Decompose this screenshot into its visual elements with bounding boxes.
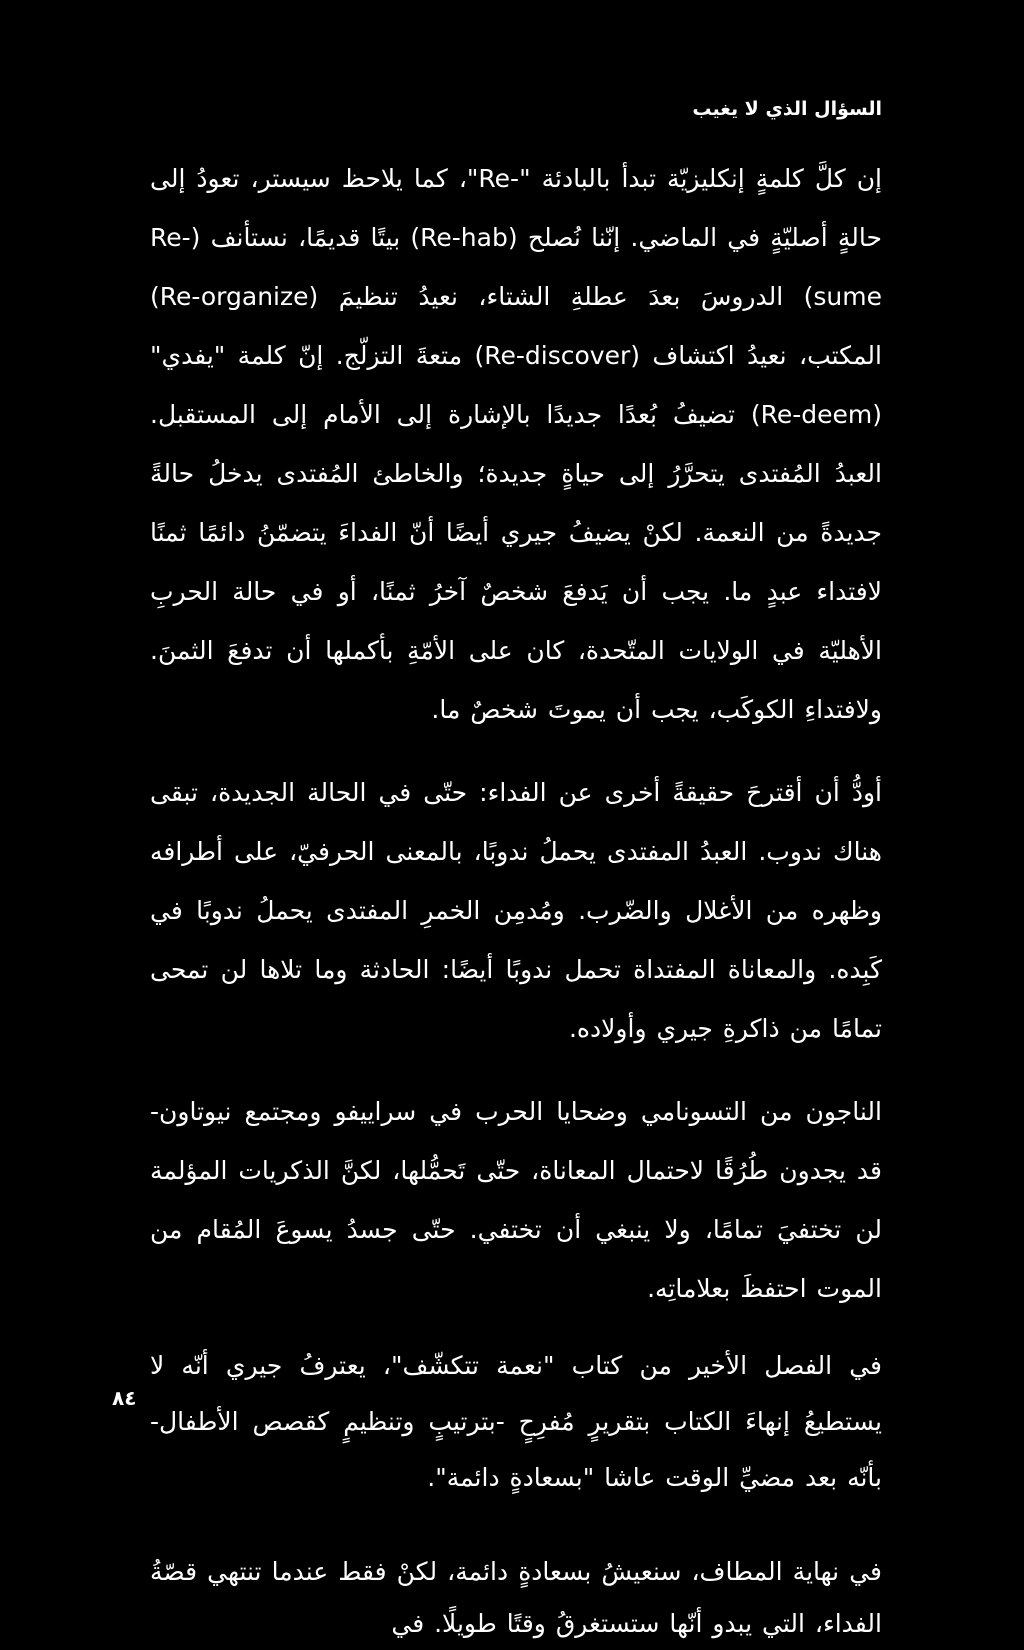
paragraph-3: الناجون من التسونامي وضحايا الحرب في سراييفو ومجتمع نيوتاون- قد يجدون طُرُقًا لاحتمال المعاناة، حتّى تَحمُّلها، لكنَّ الذكريات المؤلمة لن تختفيَ تمامًا، ولا ينبغي أن تختفي. حتّى جسدُ يسوعَ المُقام من الموت احتفظَ بعلاماتِه. xyxy=(150,1096,882,1303)
paragraph-1: إن كلَّ كلمةٍ إنكليزيّة تبدأ بالبادئة "-Re"، كما يلاحظ سيستر، تعودُ إلى حالةٍ أصليّةٍ في الماضي. إنّنا نُصلح (Re-hab) بيتًا قديمًا، نستأنف (Re-sume) الدروسَ بعدَ عطلةِ الشتاء، نعيدُ تنظيمَ (Re-organize) المكتب، نعيدُ اكتشاف (Re-discover) متعةَ التزلّج. إنّ كلمة "يفدي" (Re-deem) تضيفُ بُعدًا جديدًا بالإشارة إلى الأمام إلى المستقبل. العبدُ المُفتدى يتحرَّرُ إلى حياةٍ جديدة؛ والخاطئ المُفتدى يدخلُ حالةً جديدةً من النعمة. لكنْ يضيفُ جيري أيضًا أنّ الفداءَ يتضمّنُ دائمًا ثمنًا لافتداء عبدٍ ما. يجب أن يَدفعَ شخصٌ آخرُ ثمنًا، أو في حالة الحربِ الأهليّة في الولايات المتّحدة، كان على الأمّةِ بأكملها أن تدفعَ الثمنَ. ولافتداءِ الكوكَب، يجب أن يموتَ شخصٌ ما. xyxy=(150,163,882,724)
page-number: ٨٤ xyxy=(112,1386,137,1410)
paragraph-5: في نهاية المطاف، سنعيشُ بسعادةٍ دائمة، لكنْ فقط عندما تنتهي قصّةُ الفداء، التي يبدو أنّها ستستغرقُ وقتًا طويلًا. في xyxy=(150,1556,882,1638)
paragraph-4: في الفصل الأخير من كتاب "نعمة تتكشّف"، يعترفُ جيري أنّه لا يستطيعُ إنهاءَ الكتاب بتقريرٍ مُفرِحٍ -بترتيبٍ وتنظيمٍ كقصص الأطفال- بأنّه بعد مضيِّ الوقت عاشا "بسعادةٍ دائمة". xyxy=(150,1350,882,1492)
section-title: السؤال الذي لا يغيب xyxy=(692,98,882,120)
paragraph-2: أودُّ أن أقترحَ حقيقةً أخرى عن الفداء: حتّى في الحالة الجديدة، تبقى هناك ندوب. العبدُ المفتدى يحملُ ندوبًا، بالمعنى الحرفيّ، على أطرافه وظهره من الأغلال والضّرب. ومُدمِن الخمرِ المفتدى يحملُ ندوبًا في كَبِده. والمعاناة المفتداة تحمل ندوبًا أيضًا: الحادثة وما تلاها لن تمحى تمامًا من ذاكرةِ جيري وأولاده. xyxy=(150,777,882,1043)
